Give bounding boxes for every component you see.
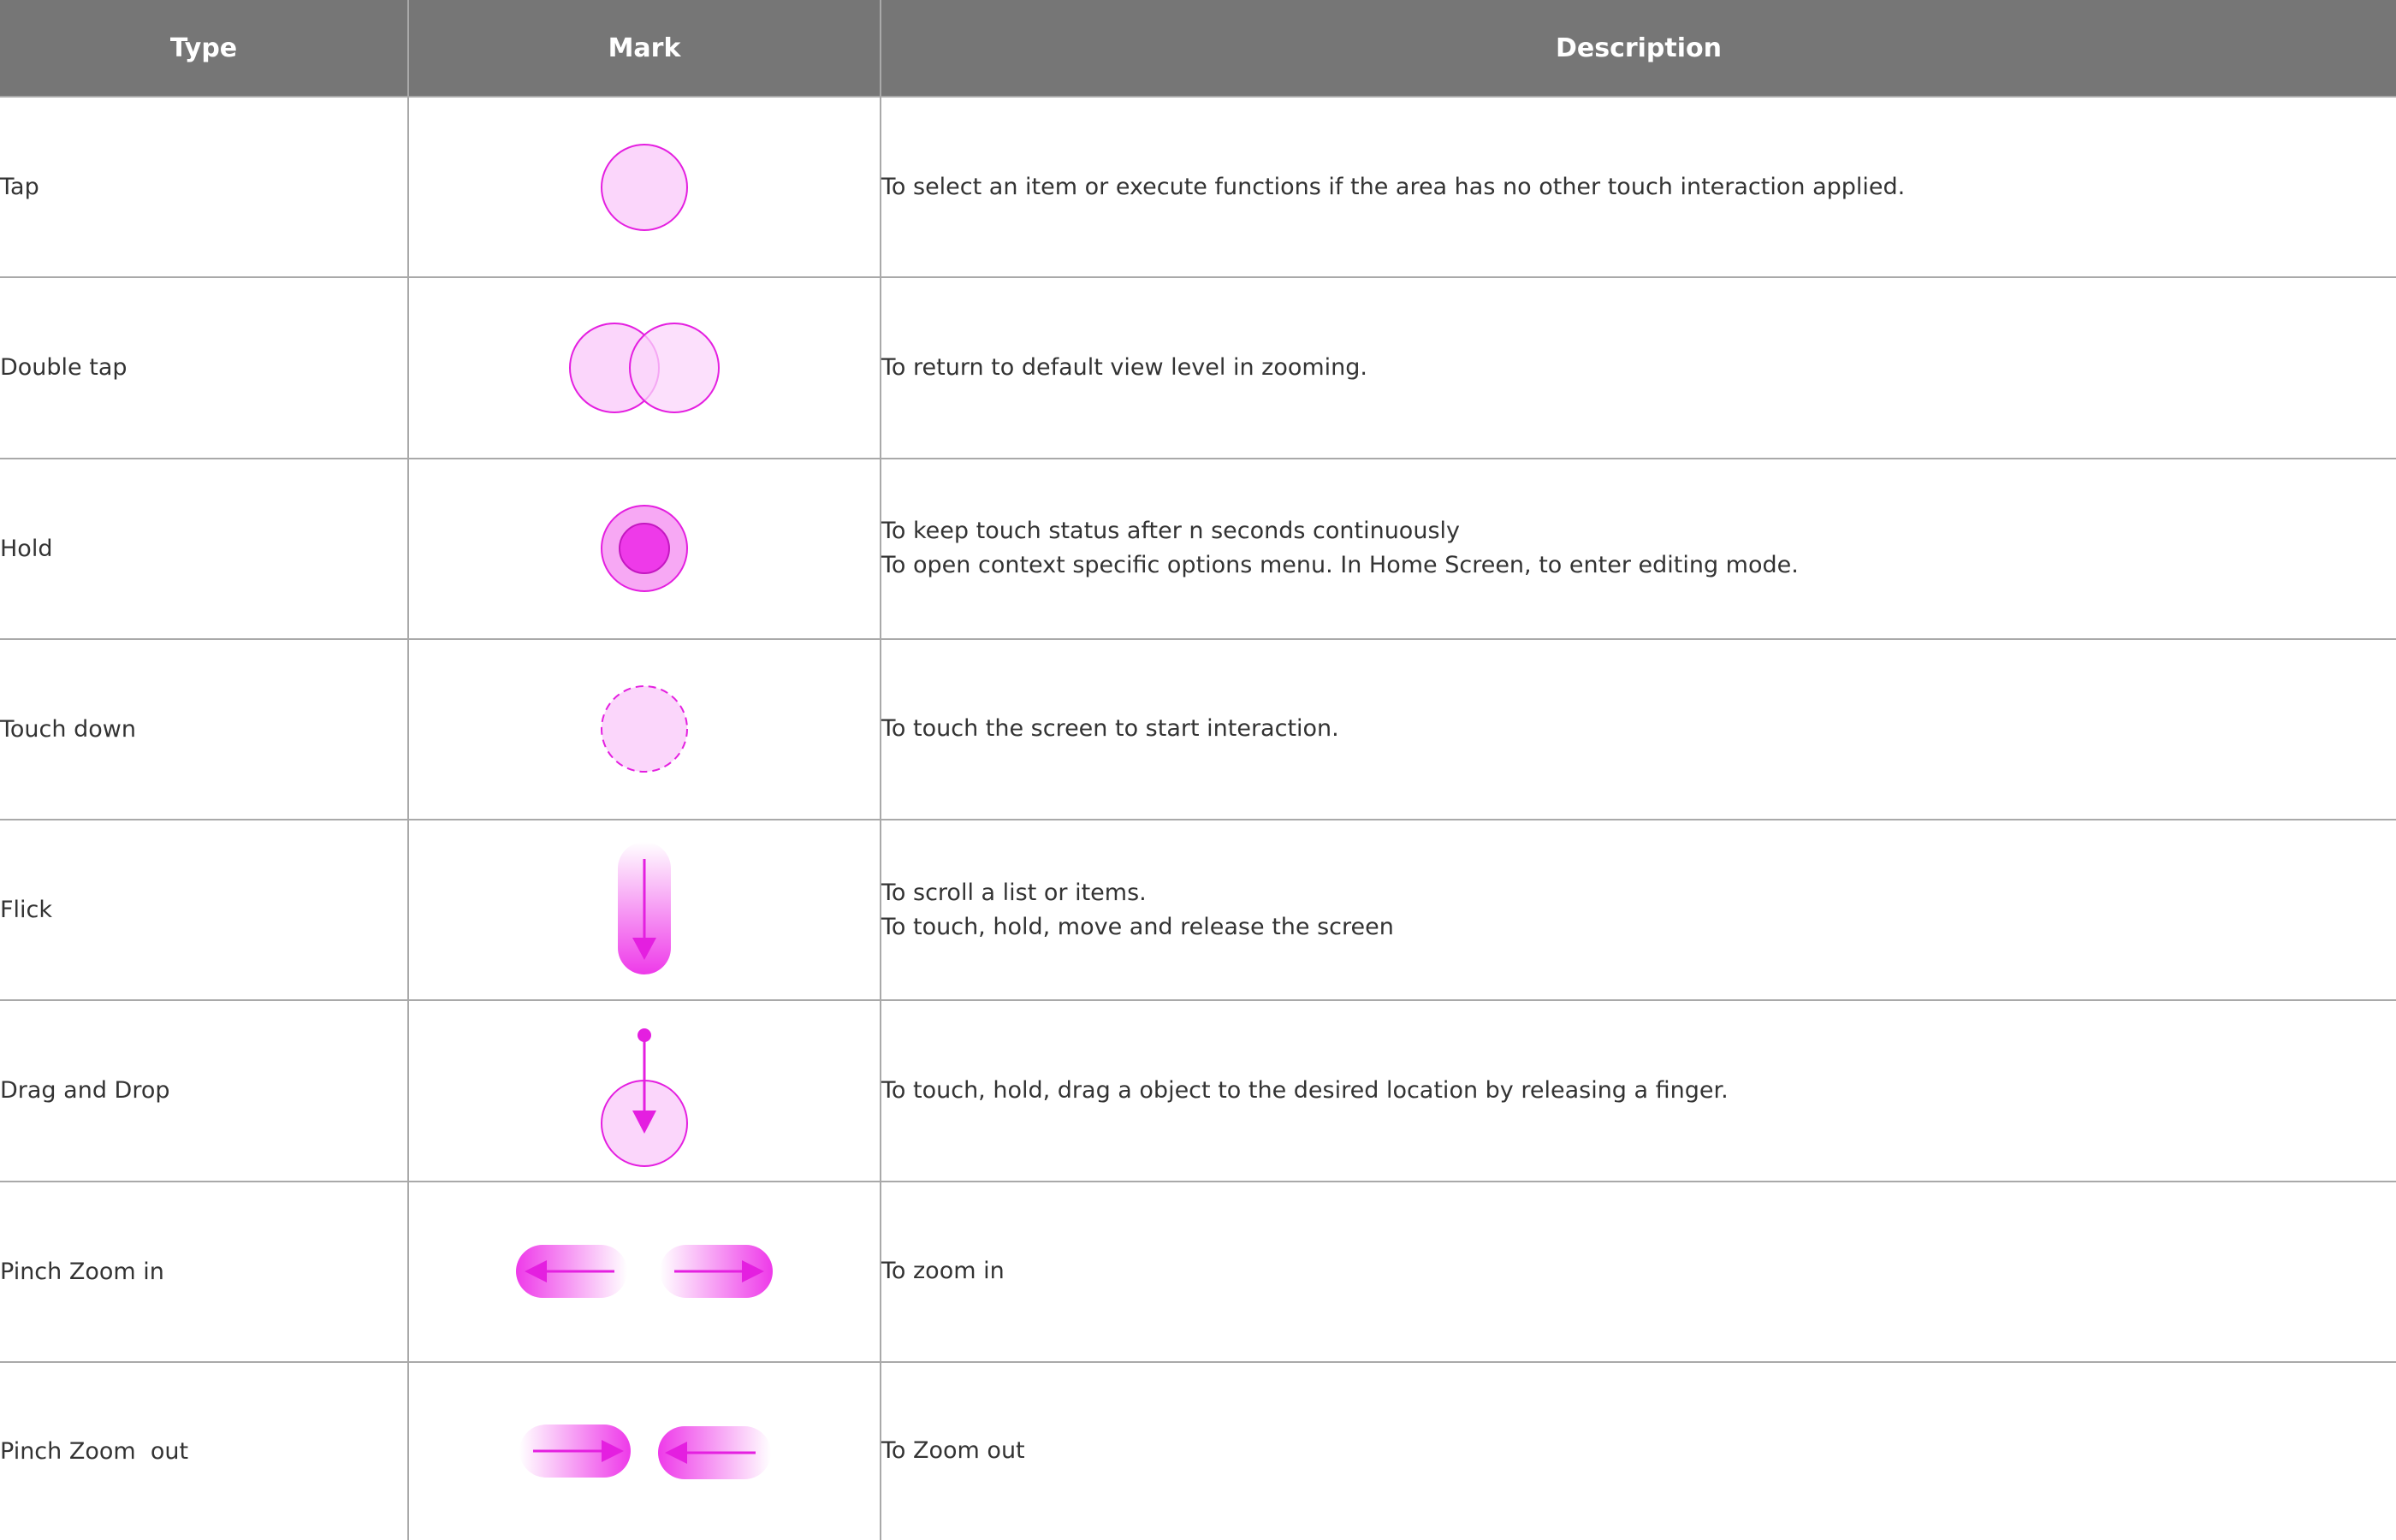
mark-cell bbox=[408, 277, 881, 458]
touch-down-mark-icon bbox=[584, 673, 704, 785]
table-row bbox=[0, 1182, 2396, 1362]
description-text: To touch, hold, move and release the screen bbox=[881, 913, 1394, 940]
description-text: To select an item or execute functions if the area has no other touch interaction applied. bbox=[881, 173, 1906, 200]
table-row bbox=[0, 1362, 2396, 1540]
type-cell: Tap bbox=[0, 97, 408, 277]
type-cell: Flick bbox=[0, 820, 408, 1000]
double-tap-mark-icon bbox=[559, 312, 730, 424]
mark-cell bbox=[408, 820, 881, 1000]
description-cell bbox=[881, 1000, 2396, 1181]
mark-cell bbox=[408, 97, 881, 277]
pinch-zoom-out-mark-icon bbox=[507, 1417, 781, 1485]
description-text: To touch, hold, drag a object to the desired location by releasing a finger. bbox=[881, 1076, 1729, 1104]
header-type: Type bbox=[0, 0, 408, 97]
header-mark: Mark bbox=[408, 0, 881, 97]
table-row bbox=[0, 277, 2396, 458]
description-text: To Zoom out bbox=[881, 1437, 1025, 1465]
description-text: To touch the screen to start interaction. bbox=[881, 715, 1339, 743]
table-row bbox=[0, 459, 2396, 639]
tap-mark-icon bbox=[584, 132, 704, 243]
type-cell: Double tap bbox=[0, 277, 408, 458]
description-cell bbox=[881, 1182, 2396, 1362]
description-cell bbox=[881, 277, 2396, 458]
description-cell bbox=[881, 639, 2396, 820]
description-text: To return to default view level in zooming. bbox=[881, 353, 1368, 381]
description-text: To zoom in bbox=[881, 1258, 1005, 1285]
table-row bbox=[0, 639, 2396, 820]
header-row bbox=[0, 0, 2396, 97]
type-cell: Drag and Drop bbox=[0, 1000, 408, 1181]
mark-cell bbox=[408, 1182, 881, 1362]
drag-and-drop-mark-icon bbox=[584, 1010, 704, 1172]
description-text: To open context specific options menu. In Home Screen, to enter editing mode. bbox=[881, 552, 1799, 579]
flick-mark-icon bbox=[602, 838, 687, 983]
mark-cell bbox=[408, 639, 881, 820]
pinch-zoom-in-mark-icon bbox=[507, 1237, 781, 1306]
mark-cell bbox=[408, 1000, 881, 1181]
description-cell bbox=[881, 820, 2396, 1000]
description-text: To scroll a list or items. bbox=[881, 879, 1147, 906]
description-cell bbox=[881, 1362, 2396, 1540]
description-text: To keep touch status after n seconds continuously bbox=[881, 518, 1460, 545]
type-cell: Pinch Zoom in bbox=[0, 1182, 408, 1362]
type-cell: Hold bbox=[0, 459, 408, 639]
type-cell: Pinch Zoom out bbox=[0, 1437, 189, 1465]
description-cell bbox=[881, 459, 2396, 639]
table-row bbox=[0, 820, 2396, 1000]
table-row bbox=[0, 97, 2396, 277]
hold-mark-icon bbox=[584, 493, 704, 604]
header-description: Description bbox=[881, 0, 2396, 97]
mark-cell bbox=[408, 1362, 881, 1540]
type-cell: Touch down bbox=[0, 639, 408, 820]
description-cell bbox=[881, 97, 2396, 277]
mark-cell bbox=[408, 459, 881, 639]
table-row bbox=[0, 1000, 2396, 1181]
